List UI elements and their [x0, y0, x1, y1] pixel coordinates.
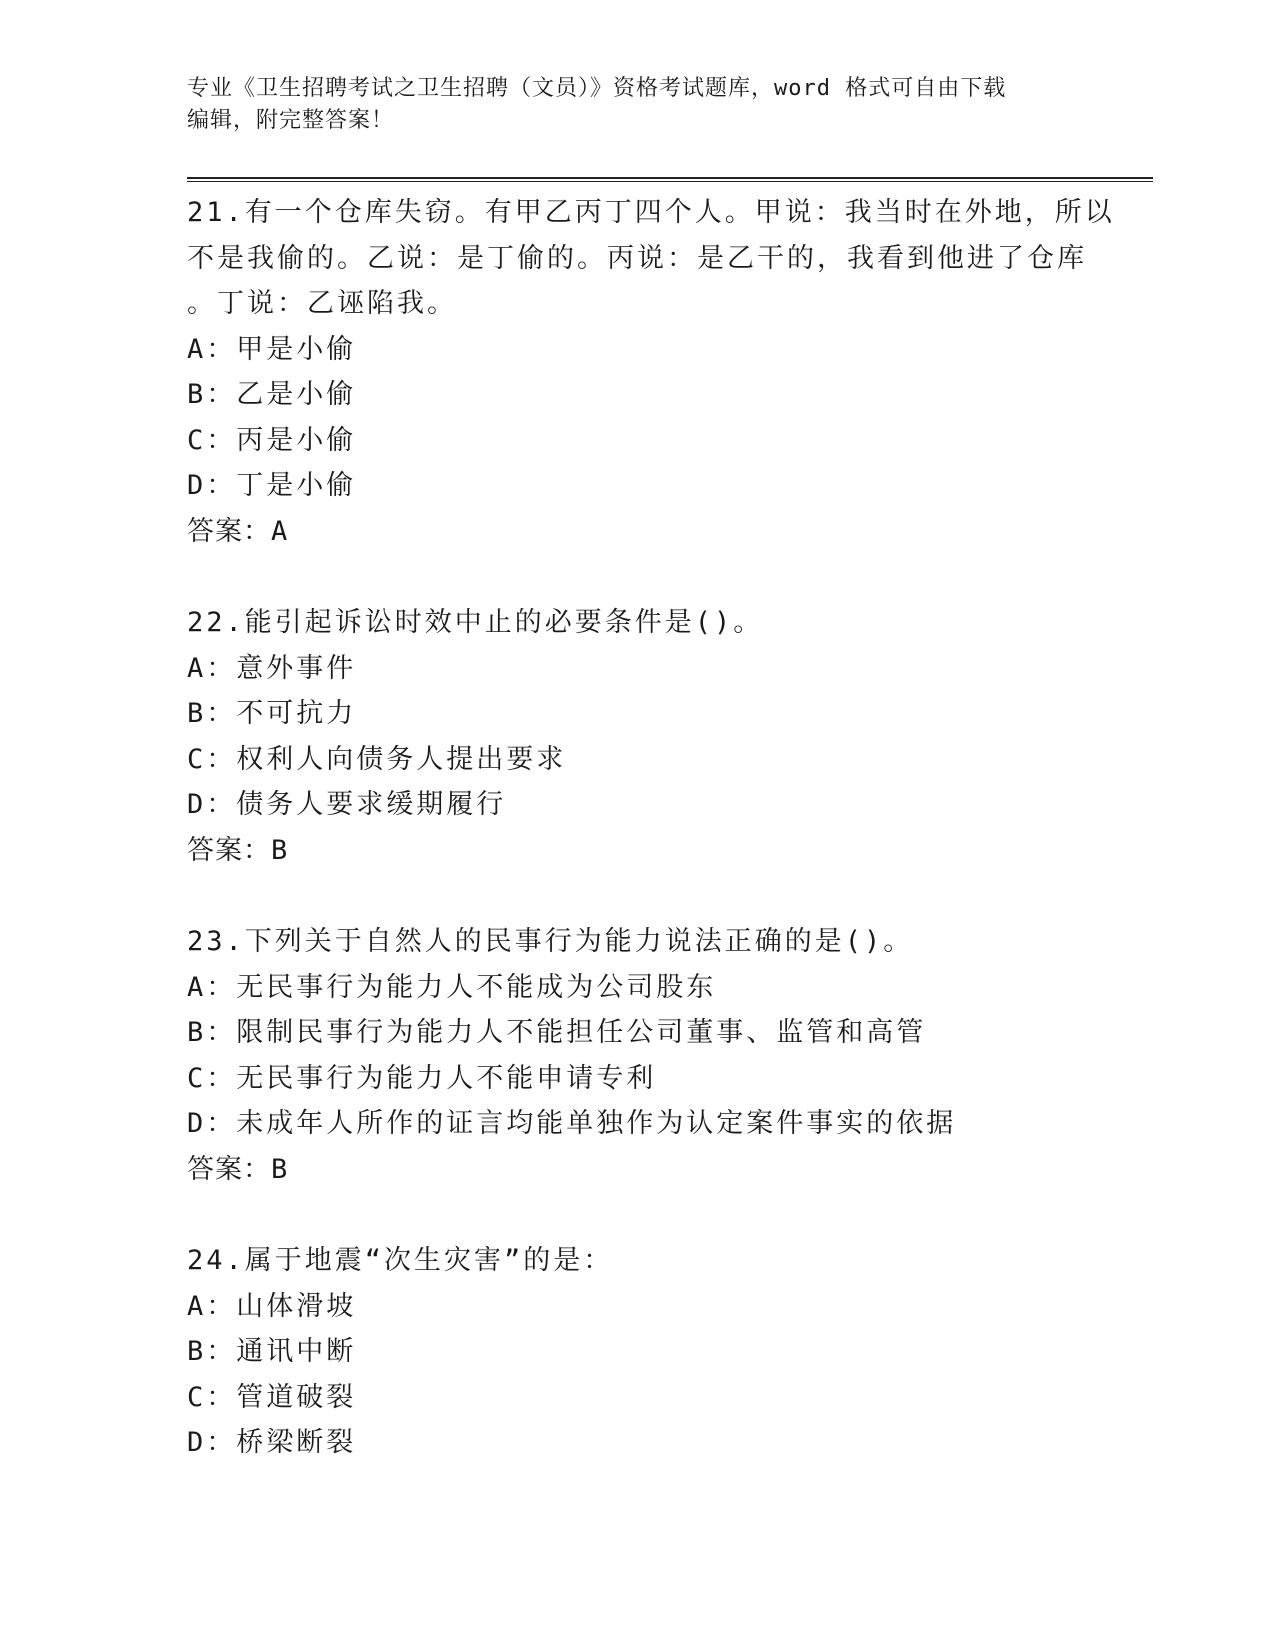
answer-line: 答案：A: [187, 515, 289, 547]
question-stem: 23.下列关于自然人的民事行为能力说法正确的是()。: [187, 926, 914, 957]
option-a: A：意外事件: [187, 652, 357, 684]
option-d: D：丁是小偷: [187, 470, 357, 501]
question-stem: 22.能引起诉讼时效中止的必要条件是()。: [187, 607, 764, 638]
question-stem: 。丁说：乙诬陷我。: [187, 288, 457, 319]
option-d: D：债务人要求缓期履行: [187, 789, 507, 820]
option-d: D：桥梁断裂: [187, 1427, 357, 1458]
option-c: C：无民事行为能力人不能申请专利: [187, 1062, 657, 1094]
answer-line: 答案：B: [187, 1153, 289, 1185]
option-b: B：通讯中断: [187, 1336, 357, 1367]
option-b: B：乙是小偷: [187, 379, 357, 410]
header-line: 编辑，附完整答案！: [187, 108, 395, 133]
header-line: 专业《卫生招聘考试之卫生招聘（文员）》资格考试题库，word 格式可自由下载: [187, 76, 1007, 101]
option-b: B：不可抗力: [187, 698, 357, 729]
question-stem: 不是我偷的。乙说：是丁偷的。丙说：是乙干的，我看到他进了仓库: [187, 242, 1087, 274]
option-a: A：无民事行为能力人不能成为公司股东: [187, 971, 717, 1003]
question-23: [187, 919, 1137, 1192]
document-header: [187, 73, 1087, 137]
option-a: A：山体滑坡: [187, 1290, 357, 1322]
question-list: [187, 190, 1137, 1466]
question-21: [187, 190, 1137, 554]
option-c: C：权利人向债务人提出要求: [187, 743, 567, 775]
option-d: D：未成年人所作的证言均能单独作为认定案件事实的依据: [187, 1108, 957, 1139]
question-22: [187, 600, 1137, 873]
option-c: C：管道破裂: [187, 1381, 357, 1413]
question-stem: 24.属于地震“次生灾害”的是：: [187, 1245, 614, 1276]
option-a: A：甲是小偷: [187, 333, 357, 365]
question-stem: 21.有一个仓库失窃。有甲乙丙丁四个人。甲说：我当时在外地，所以: [187, 197, 1115, 228]
option-b: B：限制民事行为能力人不能担任公司董事、监管和高管: [187, 1017, 927, 1048]
header-divider: [187, 177, 1153, 182]
answer-line: 答案：B: [187, 834, 289, 866]
question-24: [187, 1238, 1137, 1466]
option-c: C：丙是小偷: [187, 424, 357, 456]
